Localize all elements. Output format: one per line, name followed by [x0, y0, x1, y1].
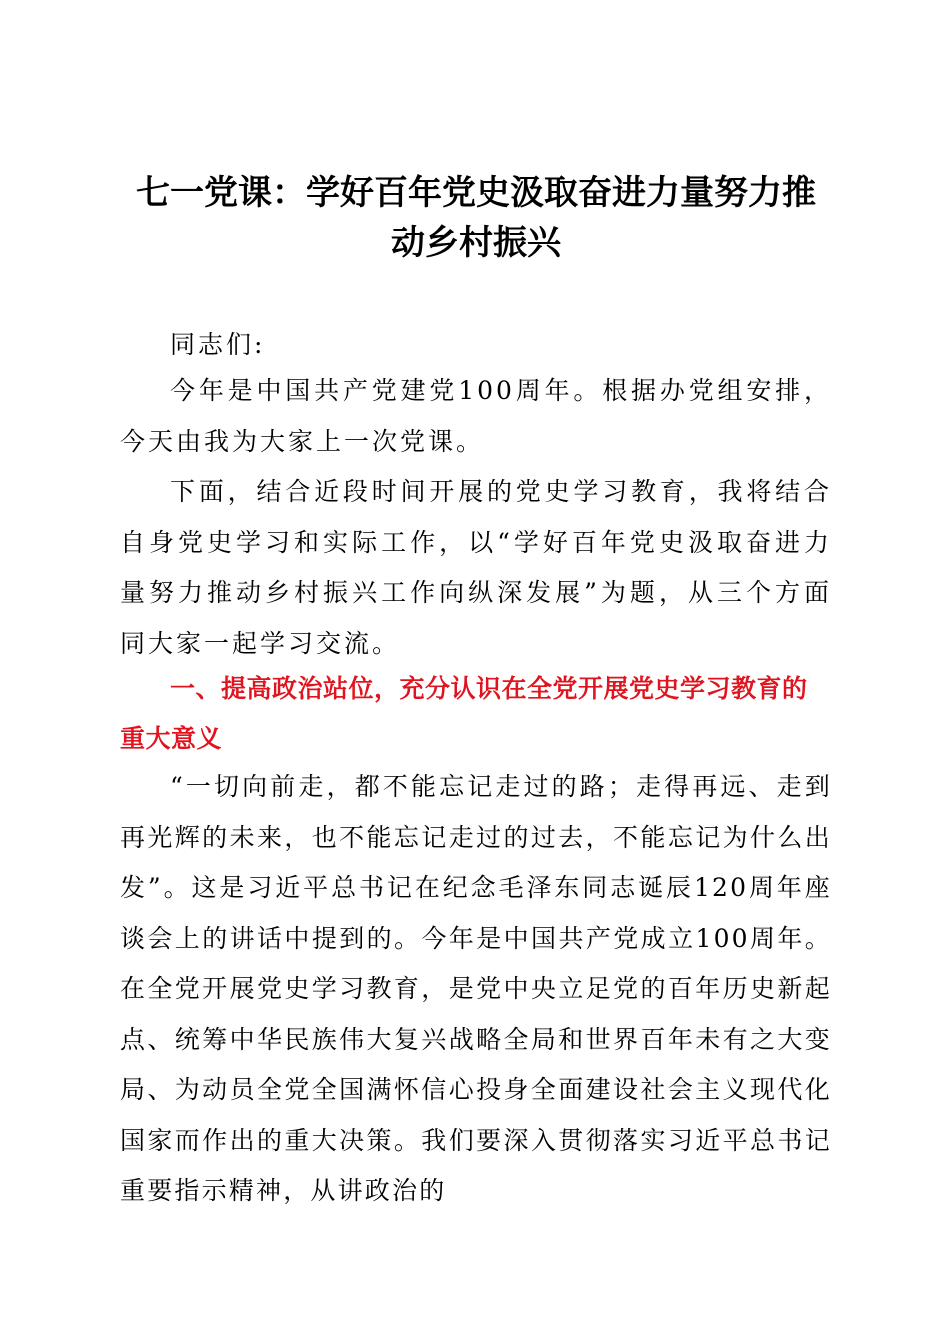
section-paragraph: “一切向前走，都不能忘记走过的路；走得再远、走到再光辉的未来，也不能忘记走过的过去，不能忘记为什么出发”。这是习近平总书记在纪念毛泽东同志诞辰120周年座谈会上的讲话中提到的。今年是中国共产党成立100周年。在全党开展党史学习教育，是党中央立足党的百年历史新起点、统筹中华民族伟大复兴战略全局和世界百年未有之大变局、为动员全党全国满怀信心投身全面建设社会主义现代化国家而作出的重大决策。我们要深入贯彻落实习近平总书记重要指示精神，从讲政治的 [120, 772, 832, 1205]
greeting: 同志们: [170, 330, 266, 359]
document-title: 七一党课：学好百年党史汲取奋进力量努力推动乡村振兴 [136, 173, 816, 263]
paragraph-topic: 下面，结合近段时间开展的党史学习教育，我将结合自身党史学习和实际工作，以“学好百年党史汲取奋进力量努力推动乡村振兴工作向纵深发展”为题，从三个方面同大家一起学习交流。 [120, 477, 832, 658]
section-heading: 一、提高政治站位，充分认识在全党开展党史学习教育的重大意义 [120, 674, 808, 753]
paragraph-intro: 今年是中国共产党建党100周年。根据办党组安排，今天由我为大家上一次党课。 [120, 376, 832, 456]
